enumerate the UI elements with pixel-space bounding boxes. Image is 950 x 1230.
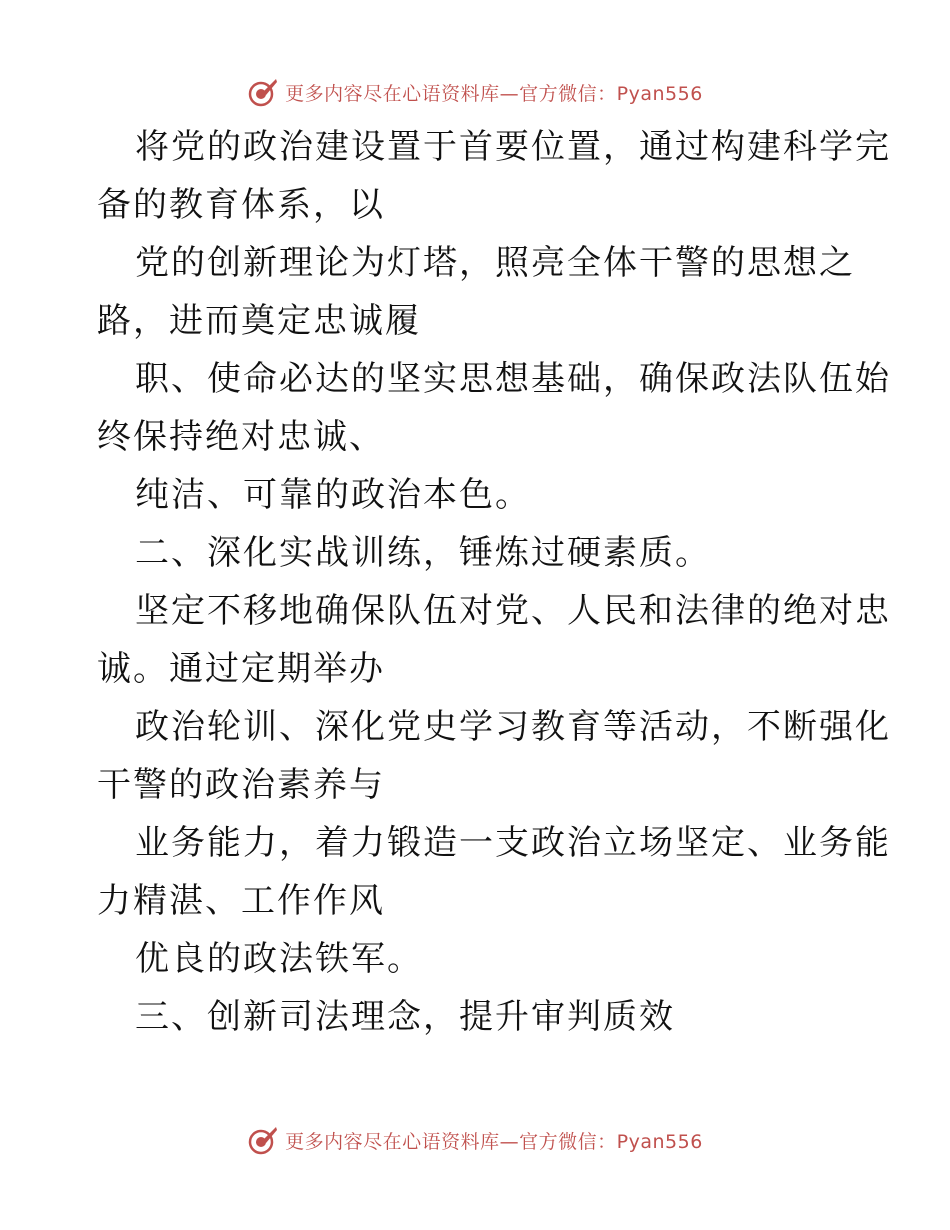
section-heading-2: 二、深化实战训练，锤炼过硬素质。	[135, 533, 711, 573]
text-line: 优良的政法铁军。	[135, 939, 423, 979]
text-line: 政治轮训、深化党史学习教育等活动，不断强化	[135, 707, 891, 747]
text-line: 业务能力，着力锻造一支政治立场坚定、业务能	[135, 823, 891, 863]
section-heading-3: 三、创新司法理念，提升审判质效	[135, 997, 675, 1037]
text-line: 诚。通过定期举办	[97, 649, 385, 689]
text-line: 力精湛、工作作风	[97, 881, 385, 921]
text-line: 备的教育体系，以	[97, 185, 385, 225]
watermark-text: 更多内容尽在心语资料库—官方微信：Pyan556	[285, 82, 703, 105]
text-line: 坚定不移地确保队伍对党、人民和法律的绝对忠	[135, 591, 891, 631]
document-body	[97, 118, 891, 1046]
text-line: 纯洁、可靠的政治本色。	[135, 475, 531, 515]
text-line: 职、使命必达的坚实思想基础，确保政法队伍始	[135, 359, 891, 399]
text-line: 路，进而奠定忠诚履	[97, 301, 421, 341]
footer-watermark	[0, 1120, 950, 1160]
quill-logo-icon	[247, 1124, 279, 1156]
quill-logo-icon	[247, 76, 279, 108]
watermark-text: 更多内容尽在心语资料库—官方微信：Pyan556	[285, 1130, 703, 1153]
text-line: 干警的政治素养与	[97, 765, 385, 805]
header-watermark	[0, 72, 950, 112]
text-line: 终保持绝对忠诚、	[97, 417, 385, 457]
text-line: 将党的政治建设置于首要位置，通过构建科学完	[135, 127, 891, 167]
text-line: 党的创新理论为灯塔，照亮全体干警的思想之	[135, 243, 855, 283]
